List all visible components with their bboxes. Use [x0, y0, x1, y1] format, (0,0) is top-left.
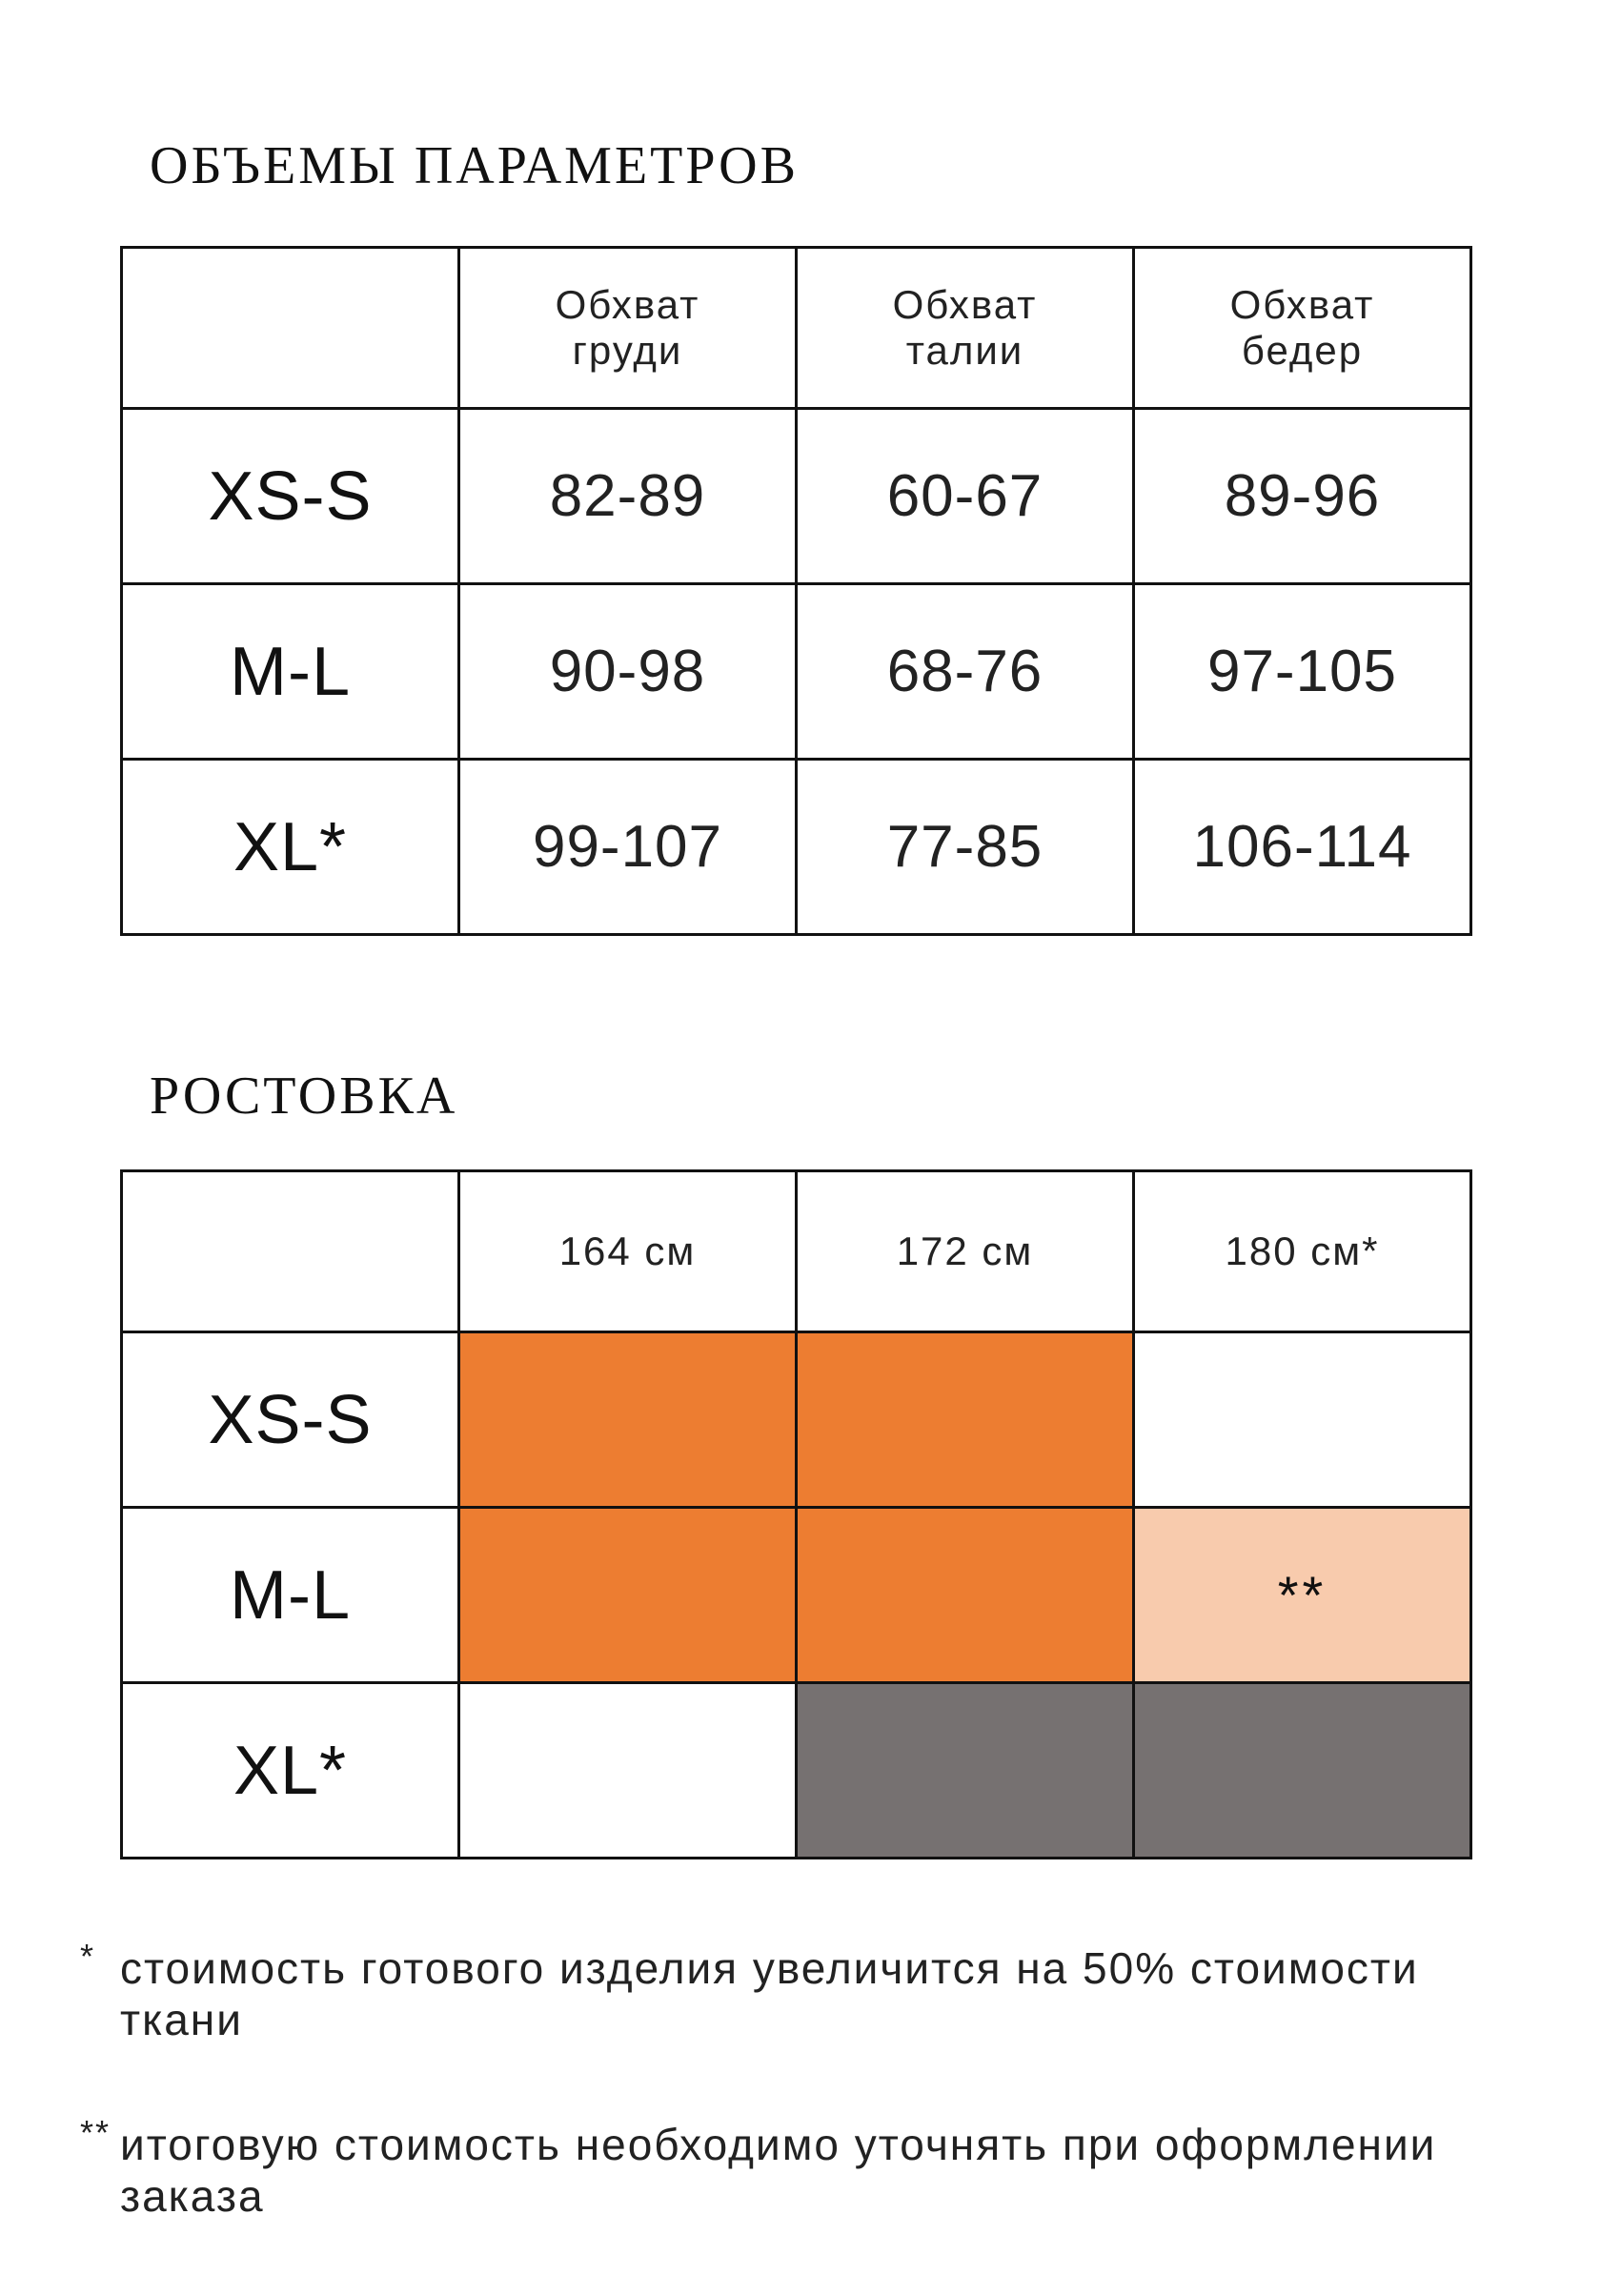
column-header-label: Обхват груди [555, 282, 700, 373]
value-cell [459, 760, 797, 935]
waist-value: 68-76 [886, 639, 1044, 704]
size-label: XS-S [208, 1381, 373, 1458]
footnote-surcharge [80, 1937, 1529, 2045]
status-cell [797, 1683, 1134, 1859]
table-row [122, 584, 1471, 760]
size-label: XL* [233, 808, 348, 885]
volumes-table [120, 246, 1472, 936]
status-cell [797, 1508, 1134, 1683]
size-cell [122, 760, 459, 935]
value-cell [459, 584, 797, 760]
footnote-marker: * [80, 1937, 96, 1976]
table-row [122, 760, 1471, 935]
hips-value: 89-96 [1224, 463, 1381, 529]
value-cell [797, 409, 1134, 584]
waist-value: 77-85 [886, 814, 1044, 880]
status-mark: ** [1277, 1565, 1327, 1625]
column-header-waist [797, 248, 1134, 409]
hips-value: 97-105 [1206, 639, 1398, 704]
chest-value: 82-89 [549, 463, 706, 529]
table-row [122, 1683, 1471, 1859]
height-chart-title: РОСТОВКА [150, 1067, 458, 1126]
column-header-label: 164 см [558, 1229, 697, 1273]
corner-cell [122, 1171, 459, 1332]
chest-value: 90-98 [549, 639, 706, 704]
column-header-label: Обхват бедер [1229, 282, 1375, 373]
column-header-hips [1134, 248, 1471, 409]
table-row [122, 409, 1471, 584]
value-cell [459, 409, 797, 584]
footnote-marker: ** [80, 2113, 111, 2152]
value-cell [1134, 584, 1471, 760]
size-cell [122, 409, 459, 584]
waist-value: 60-67 [886, 463, 1044, 529]
column-header-chest [459, 248, 797, 409]
footnote-text: стоимость готового изделия увеличится на 50% стоимости ткани [120, 1943, 1419, 2044]
column-header-label: 172 см [896, 1229, 1034, 1273]
column-header-164 [459, 1171, 797, 1332]
footnote-text: итоговую стоимость необходимо уточнять при оформлении заказа [120, 2120, 1437, 2221]
size-label: M-L [230, 633, 351, 710]
chest-value: 99-107 [532, 814, 723, 880]
status-cell [459, 1332, 797, 1508]
value-cell [1134, 409, 1471, 584]
size-cell [122, 584, 459, 760]
status-cell [459, 1683, 797, 1859]
size-label: XS-S [208, 457, 373, 535]
column-header-180 [1134, 1171, 1471, 1332]
footnote-final-price [80, 2113, 1529, 2222]
size-cell [122, 1683, 459, 1859]
size-cell [122, 1332, 459, 1508]
corner-cell [122, 248, 459, 409]
status-cell [459, 1508, 797, 1683]
table-row [122, 1332, 1471, 1508]
size-cell [122, 1508, 459, 1683]
column-header-label: 180 см* [1225, 1229, 1380, 1273]
table-header-row [122, 248, 1471, 409]
height-chart-table [120, 1169, 1472, 1859]
size-label: M-L [230, 1556, 351, 1634]
value-cell [797, 584, 1134, 760]
table-header-row [122, 1171, 1471, 1332]
status-cell [1134, 1683, 1471, 1859]
hips-value: 106-114 [1192, 814, 1412, 880]
status-cell [1134, 1508, 1471, 1683]
column-header-172 [797, 1171, 1134, 1332]
value-cell [1134, 760, 1471, 935]
volumes-title: ОБЪЕМЫ ПАРАМЕТРОВ [150, 136, 799, 195]
status-cell [797, 1332, 1134, 1508]
size-label: XL* [233, 1732, 348, 1809]
column-header-label: Обхват талии [892, 282, 1038, 373]
table-row [122, 1508, 1471, 1683]
value-cell [797, 760, 1134, 935]
status-cell [1134, 1332, 1471, 1508]
